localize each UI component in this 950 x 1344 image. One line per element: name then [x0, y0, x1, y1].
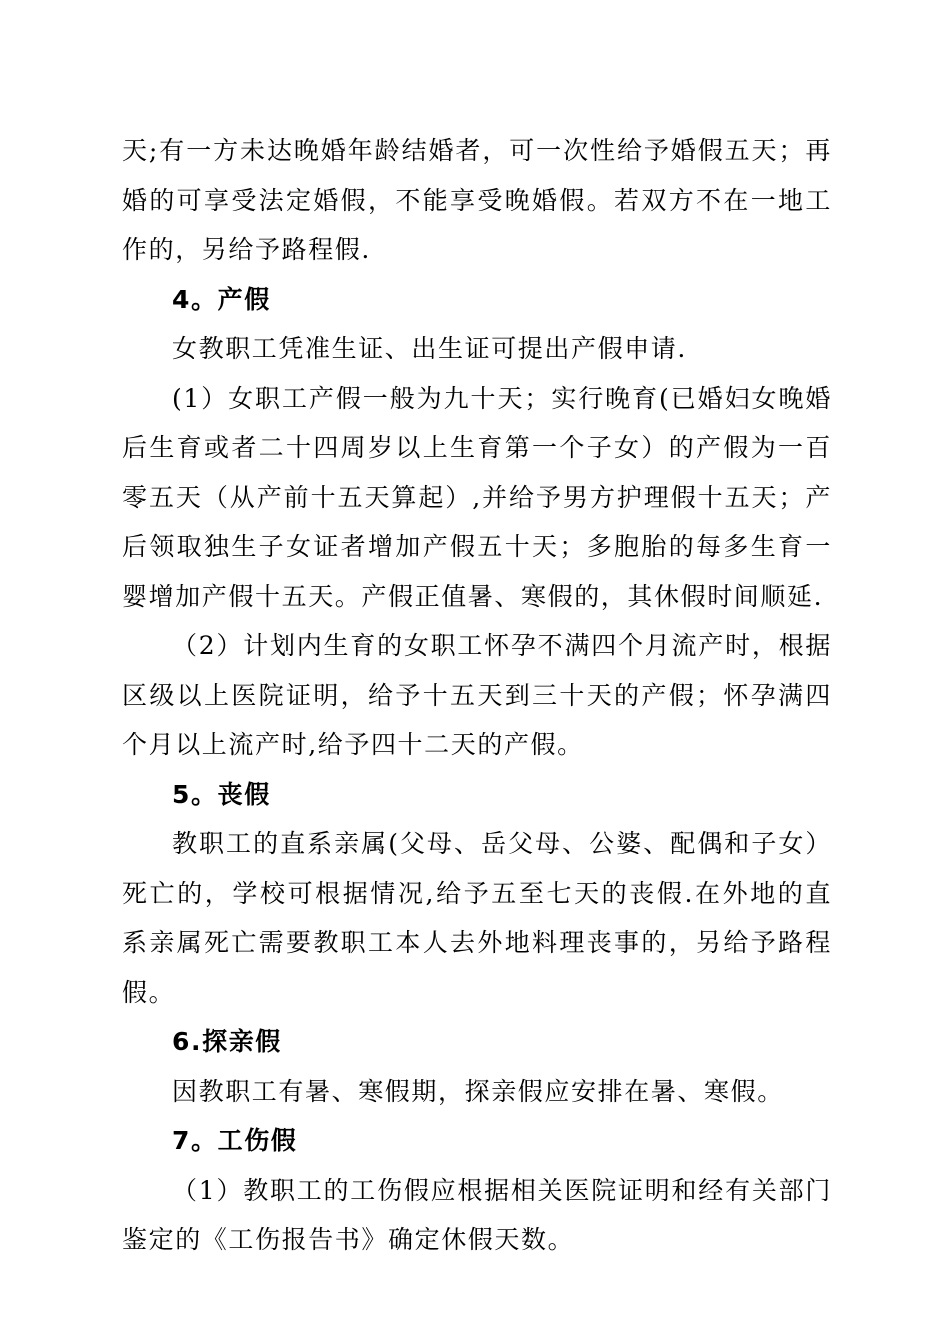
heading-family-visit-leave: 6.探亲假 — [172, 1027, 282, 1056]
paragraph-work-injury-clause-1: （1）教职工的工伤假应根据相关医院证明和经有关部门鉴定的《工伤报告书》确定休假天数。 — [122, 1175, 832, 1254]
paragraph-bereavement: 教职工的直系亲属(父母、岳父母、公婆、配偶和子女）死亡的，学校可根据情况,给予五至七天的丧假.在外地的直系亲属死亡需要教职工本人去外地料理丧事的，另给予路程假。 — [122, 829, 832, 1007]
paragraph-maternity-application: 女教职工凭准生证、出生证可提出产假申请. — [172, 334, 687, 363]
heading-bereavement-leave: 5。丧假 — [172, 779, 271, 809]
document-body — [122, 126, 832, 1265]
heading-work-injury-leave: 7。工伤假 — [172, 1126, 298, 1155]
paragraph-maternity-clause-1: (1）女职工产假一般为九十天；实行晚育(已婚妇女晚婚后生育或者二十四周岁以上生育第一个子女）的产假为一百零五天（从产前十五天算起）,并给予男方护理假十五天；产后领取独生子女证者增加产假五十天；多胞胎的每多生育一婴增加产假十五天。产假正值暑、寒假的，其休假时间顺延. — [122, 383, 832, 611]
paragraph-marriage-leave-continued: 天;有一方未达晚婚年龄结婚者，可一次性给予婚假五天；再婚的可享受法定婚假，不能享受晚婚假。若双方不在一地工作的，另给予路程假. — [122, 136, 832, 264]
paragraph-maternity-clause-2: （2）计划内生育的女职工怀孕不满四个月流产时，根据区级以上医院证明，给予十五天到三十天的产假；怀孕满四个月以上流产时,给予四十二天的产假。 — [122, 631, 832, 759]
paragraph-family-visit: 因教职工有暑、寒假期，探亲假应安排在暑、寒假。 — [172, 1076, 784, 1106]
heading-maternity-leave: 4。产假 — [172, 284, 271, 314]
